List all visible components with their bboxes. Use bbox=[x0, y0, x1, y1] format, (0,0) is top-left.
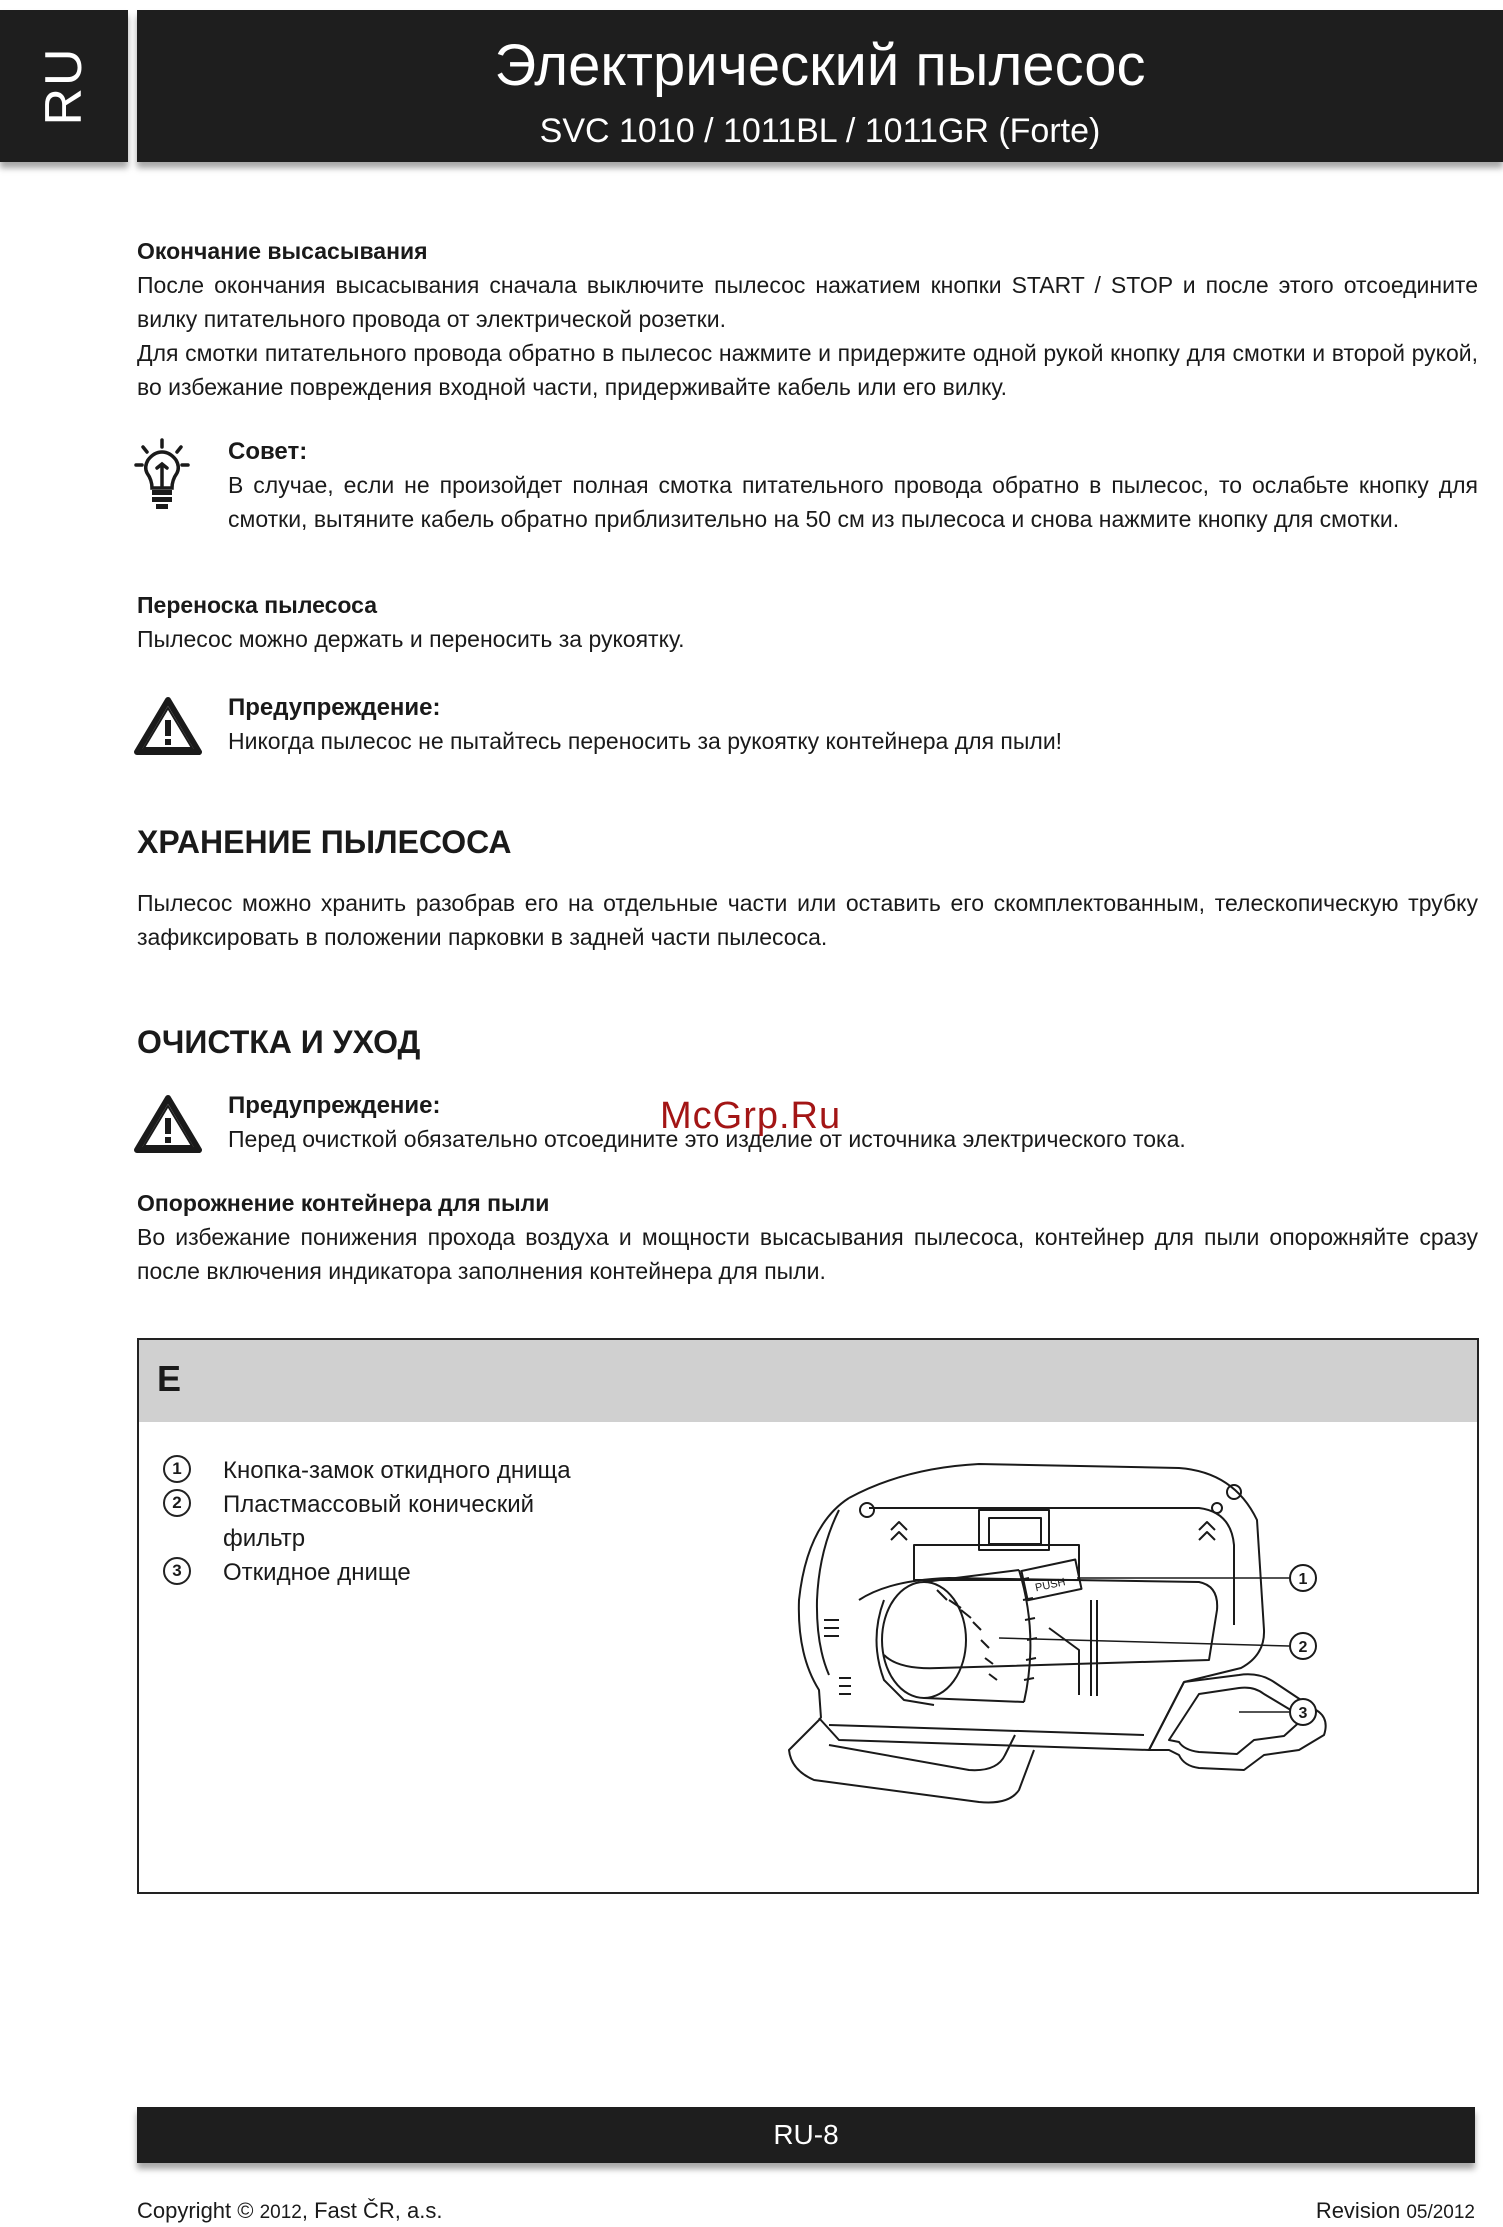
tip-title: Совет: bbox=[228, 438, 308, 465]
callout-number: 1 bbox=[1298, 1571, 1308, 1588]
warning-icon bbox=[134, 1094, 202, 1154]
tip-text: В случае, если не произойдет полная смотка питательного провода обратно в пылесос, то ослабьте кнопку для смотки, вытяните кабель обратно приблизительно на 50 см из пылесоса и снова нажмите кнопку для смотки. bbox=[228, 472, 1478, 532]
page-subtitle: SVC 1010 / 1011BL / 1011GR (Forte) bbox=[539, 112, 1101, 150]
revision-label: Revision bbox=[1315, 2198, 1401, 2223]
legend-label: Откидное днище bbox=[223, 1559, 411, 1586]
copyright bbox=[137, 2198, 442, 2224]
dust-container-illustration bbox=[679, 1450, 1359, 1810]
storage-heading: ХРАНЕНИЕ ПЫЛЕСОСА bbox=[137, 824, 512, 860]
legend-number: 3 bbox=[163, 1557, 191, 1585]
end-suction-paragraph-2: Для смотки питательного провода обратно в пылесос нажмите и придержите одной рукой кнопку для смотки и второй рукой, во избежание повреждения входной части, придерживайте кабель или его вилку. bbox=[137, 340, 1478, 400]
page-number: RU-8 bbox=[773, 2119, 839, 2150]
figure-letter: E bbox=[157, 1358, 182, 1399]
lightbulb-icon bbox=[134, 438, 190, 512]
legend-item bbox=[163, 1488, 535, 1552]
legend-number: 1 bbox=[163, 1455, 191, 1483]
revision bbox=[1316, 2198, 1475, 2224]
storage-text: Пылесос можно хранить разобрав его на отдельные части или оставить его скомплектованным, телескопическую трубку зафиксировать в положении парковки в задней части пылесоса. bbox=[137, 890, 1478, 950]
push-label: PUSH bbox=[1034, 1576, 1067, 1595]
warning1-title: Предупреждение: bbox=[228, 694, 441, 721]
figure-header bbox=[139, 1340, 1477, 1422]
warning2-text: Перед очисткой обязательно отсоедините это изделие от источника электрического тока. bbox=[228, 1126, 1186, 1152]
warning2-title: Предупреждение: bbox=[228, 1092, 441, 1119]
copyright-prefix: Copyright © bbox=[137, 2198, 254, 2223]
legend-label: Кнопка-замок откидного днища bbox=[223, 1457, 571, 1484]
page-title: Электрический пылесос bbox=[494, 33, 1146, 98]
cleaning-heading: ОЧИСТКА И УХОД bbox=[137, 1024, 421, 1060]
language-code: RU bbox=[35, 46, 93, 126]
emptying-heading: Опорожнение контейнера для пыли bbox=[137, 1190, 550, 1216]
end-suction-paragraph-1: После окончания высасывания сначала выключите пылесос нажатием кнопки START / STOP и после этого отсоедините вилку питательного провода от электрической розетки. bbox=[137, 272, 1478, 332]
carrying-heading: Переноска пылесоса bbox=[137, 592, 378, 618]
emptying-text: Во избежание понижения прохода воздуха и мощности высасывания пылесоса, контейнер для пыли опорожняйте сразу после включения индикатора заполнения контейнера для пыли. bbox=[137, 1224, 1478, 1284]
copyright-year: 2012 bbox=[259, 2202, 302, 2223]
warning-icon bbox=[134, 696, 202, 756]
watermark: McGrp.Ru bbox=[660, 1095, 842, 1137]
end-suction-heading: Окончание высасывания bbox=[137, 238, 428, 264]
copyright-company: , Fast ČR, a.s. bbox=[301, 2198, 443, 2223]
figure-box bbox=[137, 1338, 1479, 1894]
carrying-text: Пылесос можно держать и переносить за рукоятку. bbox=[137, 626, 685, 652]
callout-number: 3 bbox=[1298, 1705, 1308, 1722]
legend-item bbox=[163, 1454, 571, 1484]
legend-item bbox=[163, 1556, 411, 1586]
revision-date: 05/2012 bbox=[1406, 2202, 1475, 2223]
legend-number: 2 bbox=[163, 1489, 191, 1517]
language-tab bbox=[0, 10, 128, 162]
title-bar bbox=[137, 10, 1503, 162]
footer-bar bbox=[137, 2107, 1475, 2163]
warning1-text: Никогда пылесос не пытайтесь переносить за рукоятку контейнера для пыли! bbox=[228, 728, 1063, 754]
callout-number: 2 bbox=[1298, 1639, 1308, 1656]
legend-label: Пластмассовый конический фильтр bbox=[223, 1491, 535, 1552]
